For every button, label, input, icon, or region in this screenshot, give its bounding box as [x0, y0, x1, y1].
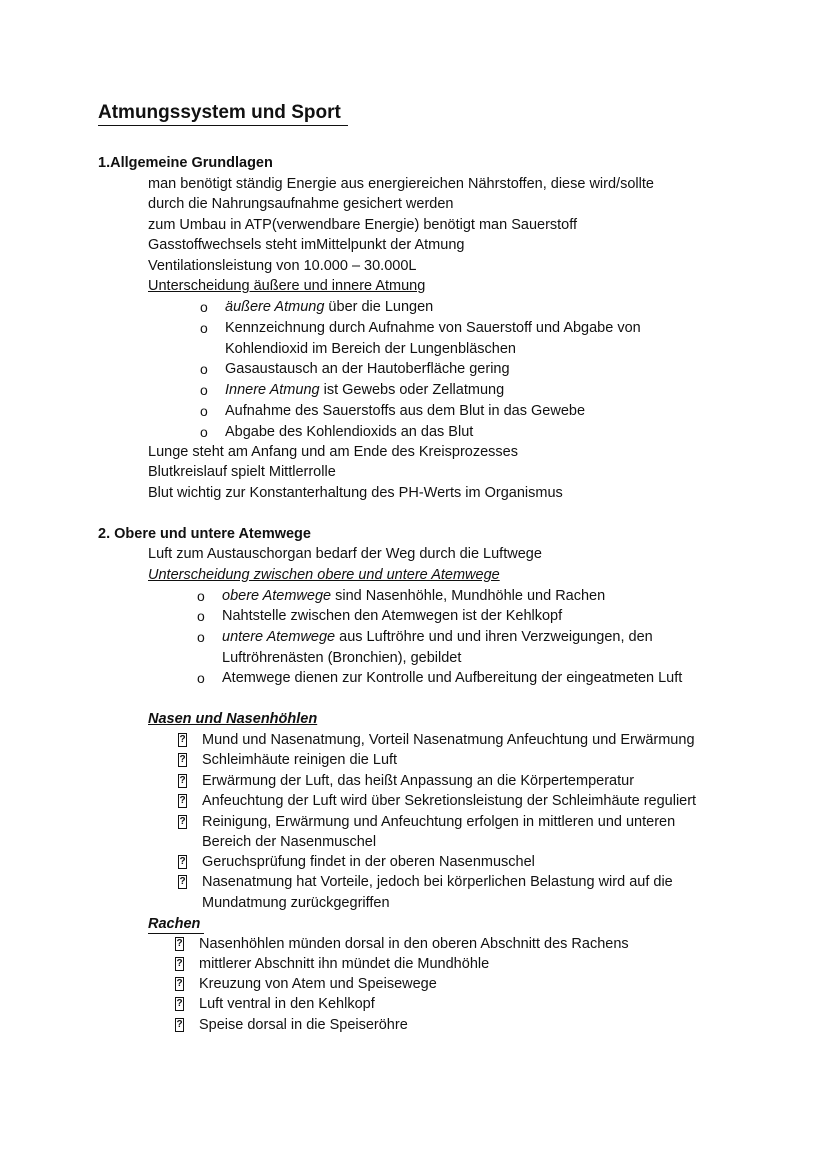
section-1-after: Blut wichtig zur Konstanterhaltung des PH-Werts im Organismus [148, 485, 563, 501]
bullet-marker: o [197, 670, 205, 686]
section-2-bullet-cont: Luftröhrenästen (Bronchien), gebildet [222, 650, 462, 666]
section-2-heading: 2. Obere und untere Atemwege [98, 526, 311, 542]
section-2-subheading: Unterscheidung zwischen obere und untere Atemwege [148, 567, 500, 583]
section-1-line: Ventilationsleistung von 10.000 – 30.000L [148, 258, 417, 274]
rachen-item: Luft ventral in den Kehlkopf [199, 996, 375, 1012]
nasen-item: Erwärmung der Luft, das heißt Anpassung an die Körpertemperatur [202, 773, 635, 789]
missing-glyph-icon: ? [179, 734, 186, 745]
page-title: Atmungssystem und Sport [98, 102, 341, 123]
section-1-line: zum Umbau in ATP(verwendbare Energie) benötigt man Sauerstoff [148, 217, 578, 233]
section-1-line: man benötigt ständig Energie aus energiereichen Nährstoffen, diese wird/sollte [148, 176, 654, 192]
missing-glyph-icon: ? [179, 795, 186, 806]
rachen-item: Nasenhöhlen münden dorsal in den oberen Abschnitt des Rachens [199, 936, 629, 952]
bullet-marker: o [200, 403, 208, 419]
nasen-item: Mund und Nasenatmung, Vorteil Nasenatmung Anfeuchtung und Erwärmung [202, 732, 695, 748]
section-2-bullet: Nahtstelle zwischen den Atemwegen ist der Kehlkopf [222, 608, 563, 624]
bullet-marker: o [200, 361, 208, 377]
bullet-marker: o [197, 629, 205, 645]
section-1-bullet: Aufnahme des Sauerstoffs aus dem Blut in das Gewebe [225, 403, 586, 419]
nasen-item-cont: Bereich der Nasenmuschel [202, 834, 377, 850]
rachen-item: Speise dorsal in die Speiseröhre [199, 1017, 408, 1033]
section-1-line: durch die Nahrungsaufnahme gesichert werden [148, 196, 454, 212]
rachen-item: mittlerer Abschnitt ihn mündet die Mundhöhle [199, 956, 490, 972]
nasen-heading: Nasen und Nasenhöhlen [148, 711, 318, 727]
section-1-bullet: Kennzeichnung durch Aufnahme von Sauerstoff und Abgabe von [225, 320, 641, 336]
nasen-item: Nasenatmung hat Vorteile, jedoch bei körperlichen Belastung wird auf die [202, 874, 673, 890]
section-1-line: Gasstoffwechsels steht imMittelpunkt der Atmung [148, 237, 465, 253]
bullet-marker: o [200, 382, 208, 398]
nasen-item: Reinigung, Erwärmung und Anfeuchtung erfolgen in mittleren und unteren [202, 814, 676, 830]
section-1-bullet: Abgabe des Kohlendioxids an das Blut [225, 424, 474, 440]
rachen-item: Kreuzung von Atem und Speisewege [199, 976, 437, 992]
section-1-subheading: Unterscheidung äußere und innere Atmung [148, 278, 426, 294]
bullet-marker: o [197, 588, 205, 604]
rachen-underline [148, 933, 204, 934]
section-1-bullet: Innere Atmung ist Gewebs oder Zellatmung [225, 382, 505, 398]
section-2-bullet: obere Atemwege sind Nasenhöhle, Mundhöhle und Rachen [222, 588, 606, 604]
missing-glyph-icon: ? [176, 958, 183, 969]
missing-glyph-icon: ? [179, 856, 186, 867]
section-1-bullet: äußere Atmung über die Lungen [225, 299, 434, 315]
section-1-bullet: Gasaustausch an der Hautoberfläche gering [225, 361, 510, 377]
section-1-after: Lunge steht am Anfang und am Ende des Kreisprozesses [148, 444, 518, 460]
bullet-marker: o [200, 299, 208, 315]
nasen-item: Anfeuchtung der Luft wird über Sekretionsleistung der Schleimhäute reguliert [202, 793, 697, 809]
section-2-bullet: untere Atemwege aus Luftröhre und und ihren Verzweigungen, den [222, 629, 653, 645]
section-2-bullet: Atemwege dienen zur Kontrolle und Aufbereitung der eingeatmeten Luft [222, 670, 683, 686]
bullet-marker: o [200, 320, 208, 336]
rachen-heading: Rachen [148, 916, 201, 932]
missing-glyph-icon: ? [179, 816, 186, 827]
missing-glyph-icon: ? [176, 1019, 183, 1030]
section-2-intro: Luft zum Austauschorgan bedarf der Weg durch die Luftwege [148, 546, 542, 562]
nasen-item-cont: Mundatmung zurückgegriffen [202, 895, 390, 911]
section-1-heading: 1.Allgemeine Grundlagen [98, 155, 273, 171]
bullet-marker: o [197, 608, 205, 624]
title-underline [98, 125, 348, 126]
section-1-bullet-cont: Kohlendioxid im Bereich der Lungenbläschen [225, 341, 516, 357]
missing-glyph-icon: ? [179, 775, 186, 786]
nasen-item: Schleimhäute reinigen die Luft [202, 752, 398, 768]
missing-glyph-icon: ? [176, 978, 183, 989]
missing-glyph-icon: ? [179, 876, 186, 887]
nasen-item: Geruchsprüfung findet in der oberen Nasenmuschel [202, 854, 535, 870]
missing-glyph-icon: ? [176, 938, 183, 949]
missing-glyph-icon: ? [176, 998, 183, 1009]
missing-glyph-icon: ? [179, 754, 186, 765]
bullet-marker: o [200, 424, 208, 440]
section-1-after: Blutkreislauf spielt Mittlerrolle [148, 464, 336, 480]
